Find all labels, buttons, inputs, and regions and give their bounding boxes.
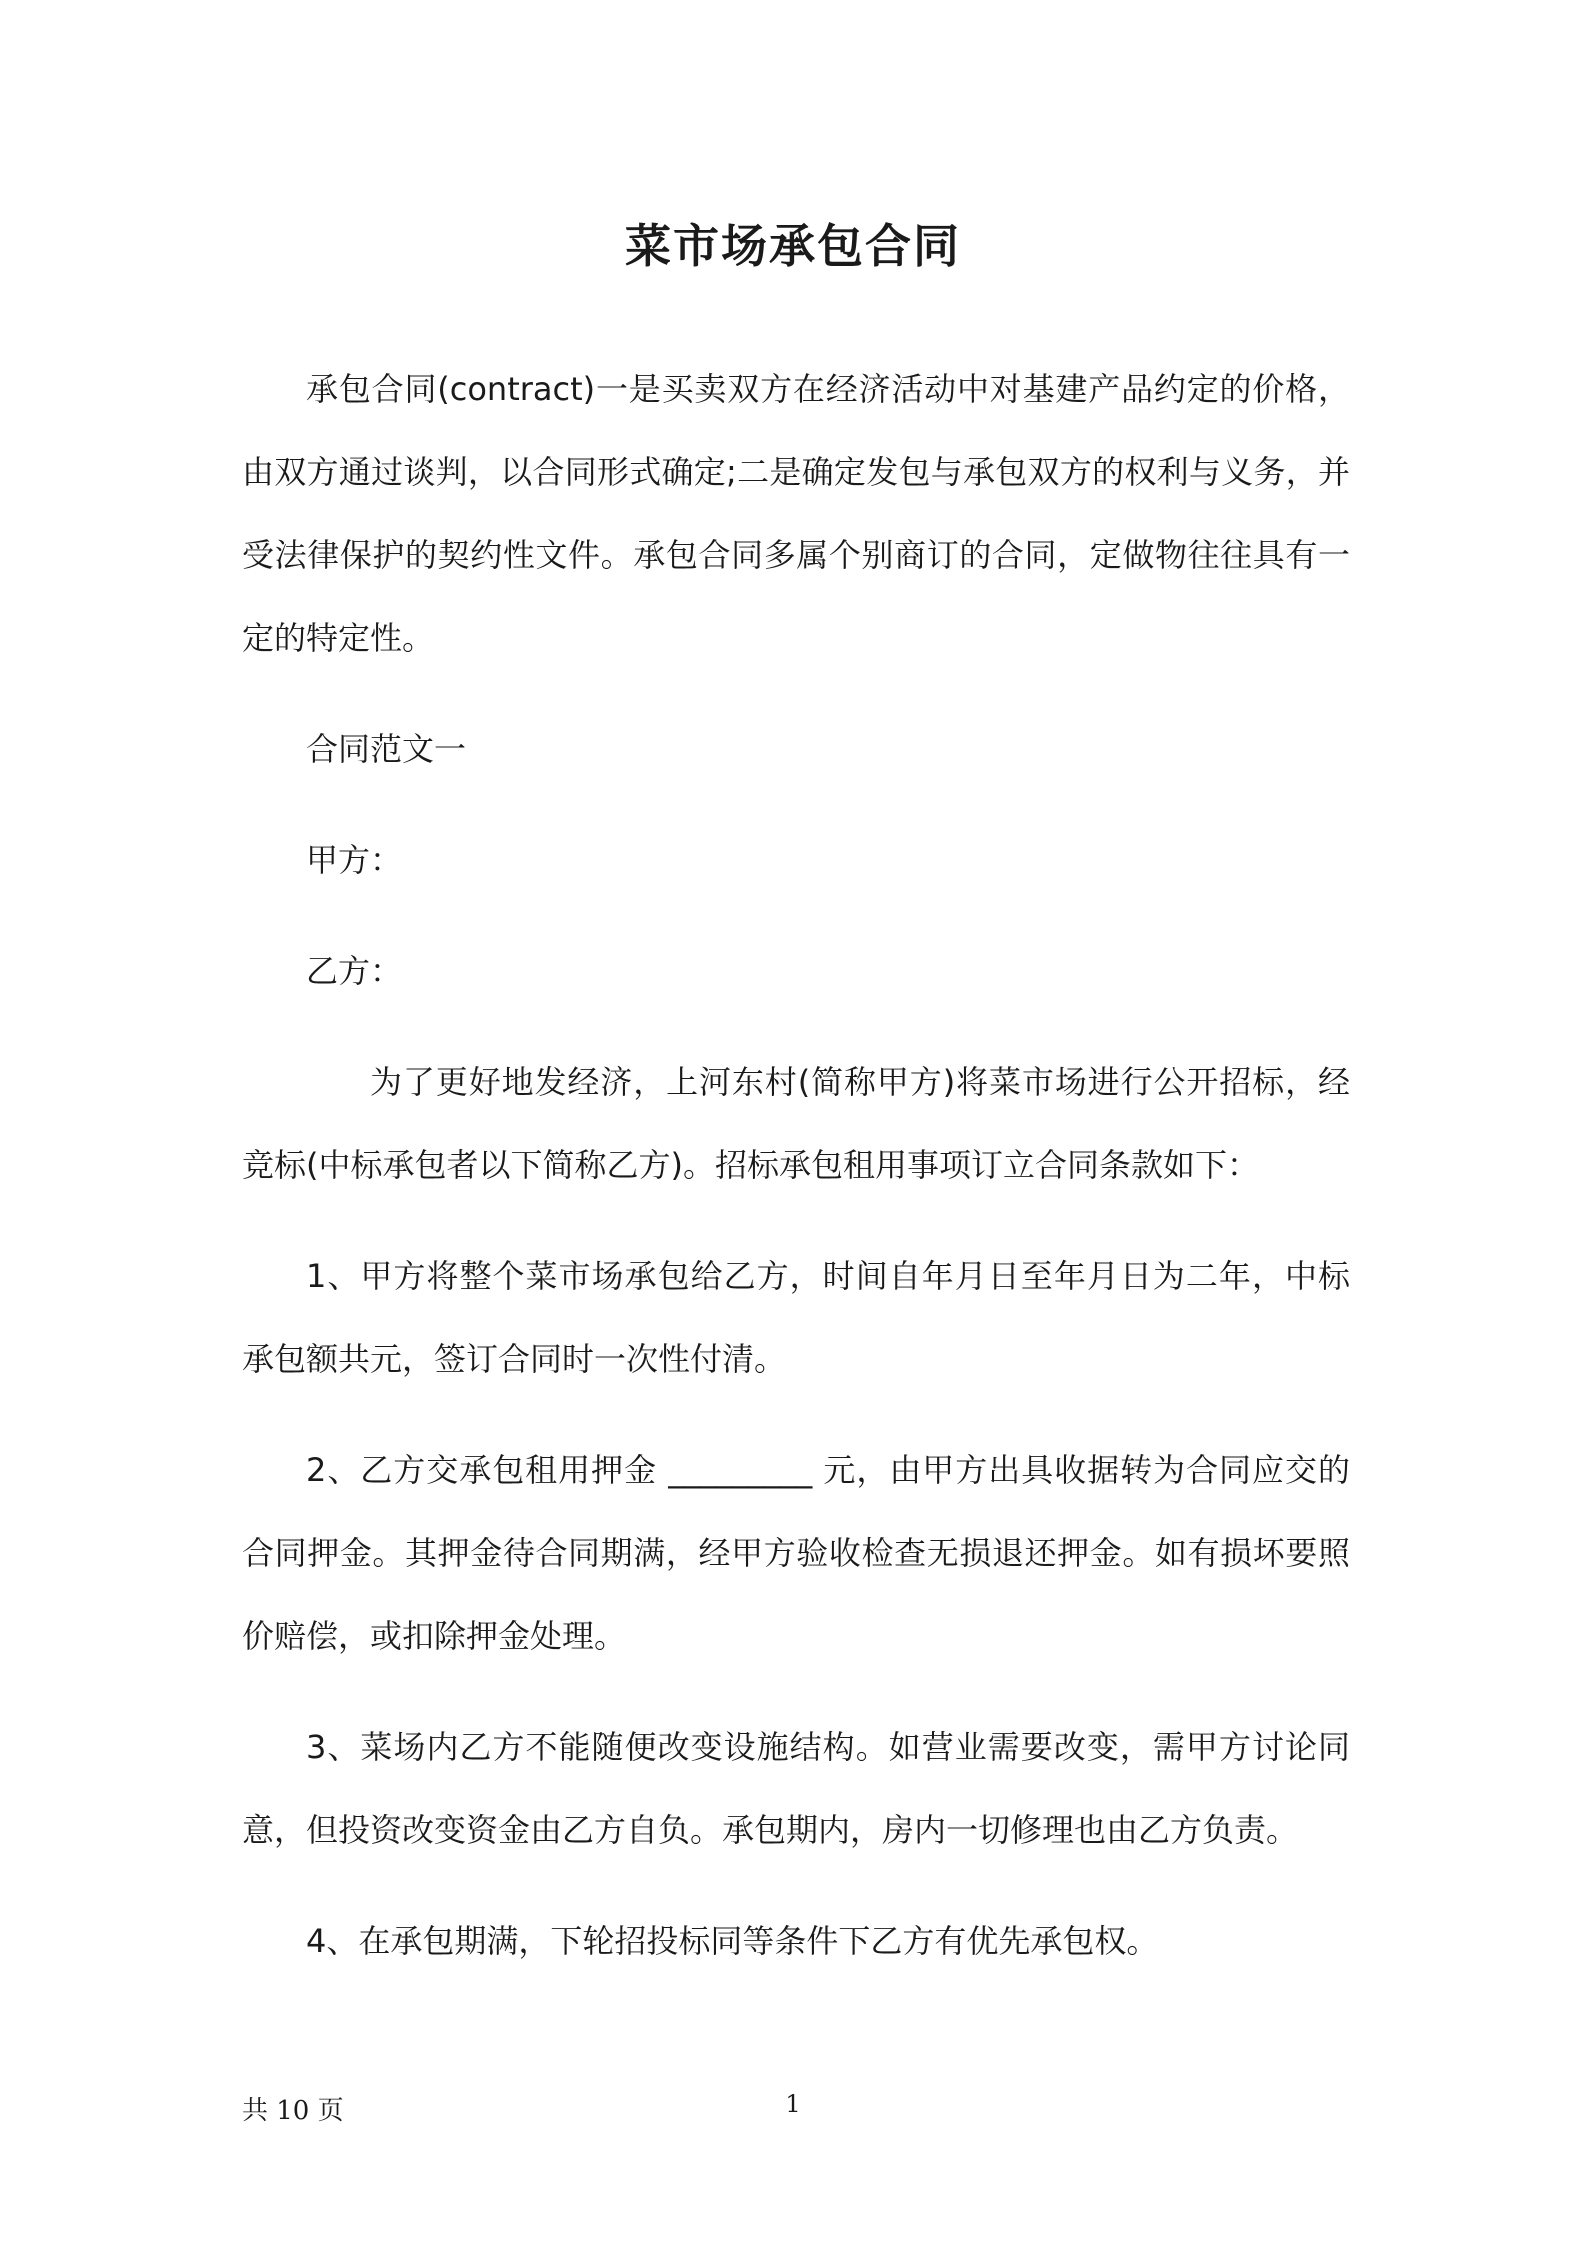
total-pages-label: 共 10 页 bbox=[242, 2096, 344, 2126]
page-number: 1 bbox=[785, 2090, 801, 2118]
intro-paragraph: 承包合同(contract)一是买卖双方在经济活动中对基建产品约定的价格，由双方通过谈判，以合同形式确定;二是确定发包与承包双方的权利与义务，并受法律保护的契约性文件。承包合同多属个别商订的合同，定做物往往具有一定的特定性。 bbox=[242, 370, 1350, 657]
party-a-line: 甲方： bbox=[306, 841, 403, 879]
clause-1: 1、甲方将整个菜市场承包给乙方，时间自年月日至年月日为二年，中标承包额共元，签订合同时一次性付清。 bbox=[242, 1257, 1350, 1378]
preamble-paragraph: 为了更好地发经济，上河东村(简称甲方)将菜市场进行公开招标，经竞标(中标承包者以下简称乙方)。招标承包租用事项订立合同条款如下： bbox=[242, 1063, 1350, 1184]
clause-2: 2、乙方交承包租用押金 _________ 元，由甲方出具收据转为合同应交的合同押金。其押金待合同期满，经甲方验收检查无损退还押金。如有损坏要照价赔偿，或扣除押金处理。 bbox=[242, 1451, 1350, 1655]
sample-heading: 合同范文一 bbox=[306, 730, 467, 768]
document-body bbox=[242, 348, 1350, 1983]
party-b-line: 乙方： bbox=[306, 952, 403, 990]
clause-4: 4、在承包期满，下轮招投标同等条件下乙方有优先承包权。 bbox=[306, 1922, 1159, 1960]
clause-3: 3、菜场内乙方不能随便改变设施结构。如营业需要改变，需甲方讨论同意，但投资改变资金由乙方自负。承包期内，房内一切修理也由乙方负责。 bbox=[242, 1728, 1350, 1849]
document-title: 菜市场承包合同 bbox=[625, 219, 961, 273]
